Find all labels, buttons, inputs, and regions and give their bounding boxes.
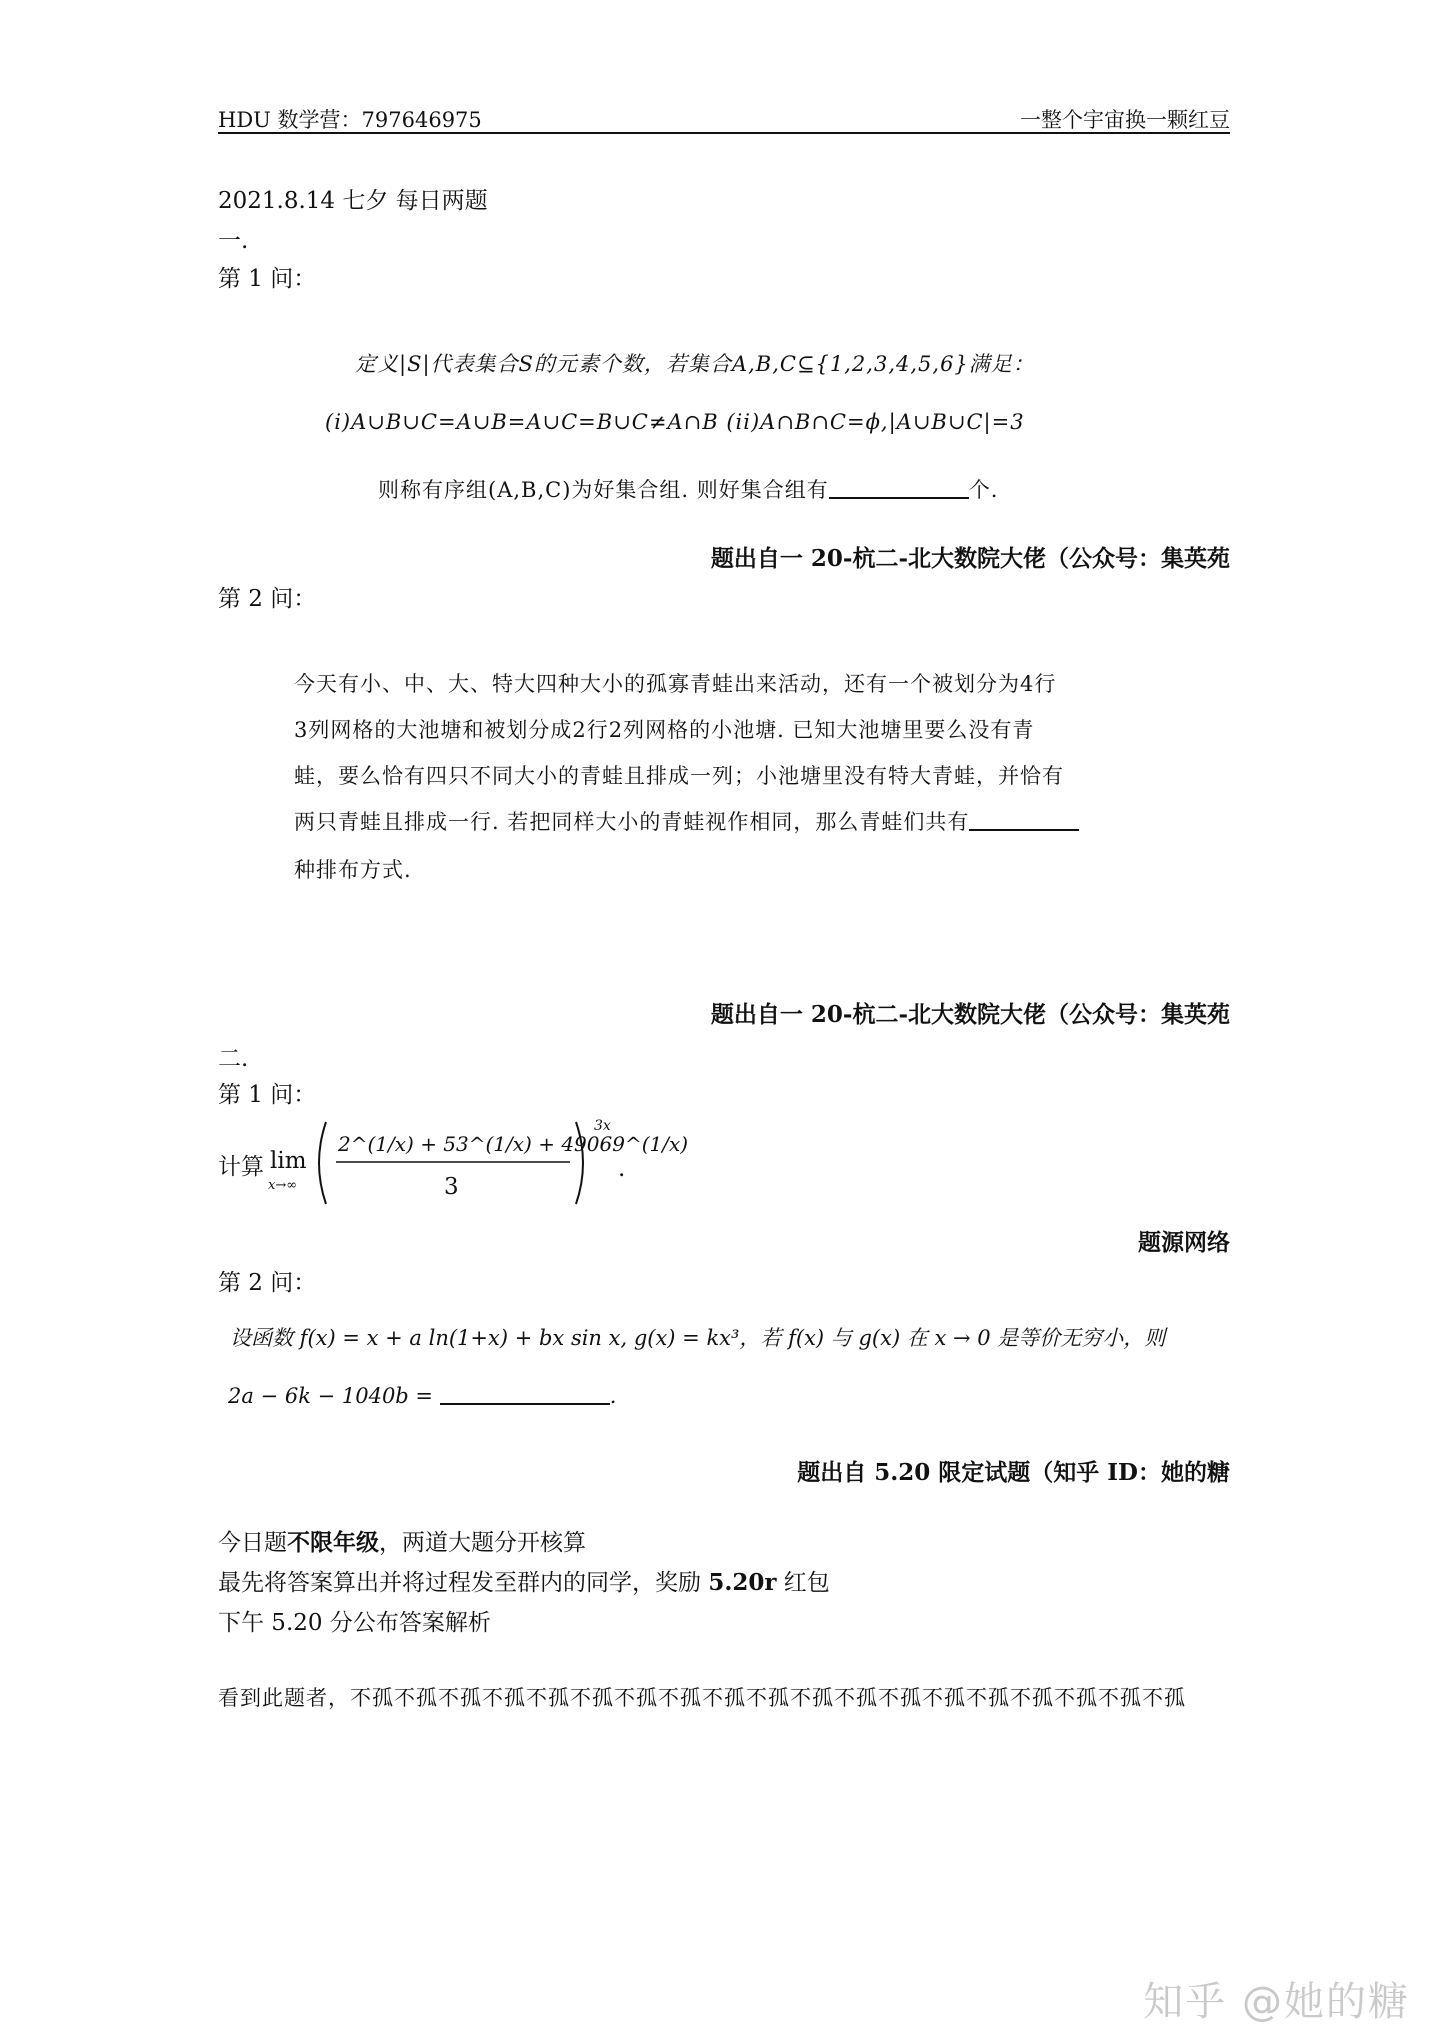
- s1-q2-last-line: 种排布方式.: [294, 858, 412, 882]
- answer-blank: [440, 1385, 610, 1405]
- section-one-label: 一.: [218, 228, 249, 254]
- s2-q1-source: 题源网络: [1138, 1229, 1230, 1256]
- note-line-4: 看到此题者，不孤不孤不孤不孤不孤不孤不孤不孤不孤不孤不孤不孤不孤不孤不孤不孤不孤不孤不孤: [218, 1686, 1186, 1710]
- s2-q2-line2-text: 2a − 6k − 1040b =: [228, 1384, 434, 1408]
- header-right: 一整个宇宙换一颗红豆: [1020, 108, 1230, 132]
- note-line-2: [218, 1564, 830, 1597]
- note-line-2-b: 5.20r: [708, 1569, 777, 1596]
- note-line-2-a: 最先将答案算出并将过程发至群内的同学，奖励: [218, 1570, 709, 1596]
- answer-blank: [829, 479, 969, 499]
- s1-q2-line3: 蛙，要么恰有四只不同大小的青蛙且排成一列；小池塘里没有特大青蛙，并恰有: [294, 764, 1064, 788]
- s1-q2-line4-text: 两只青蛙且排成一行. 若把同样大小的青蛙视作相同，那么青蛙们共有: [294, 810, 970, 834]
- s1-q2-line4: [294, 806, 1079, 836]
- fraction-denominator: 3: [444, 1174, 459, 1200]
- s1-q1-line2: (i)A∪B∪C=A∪B=A∪C=B∪C≠A∩B (ii)A∩B∩C=ϕ,|A∪B∪C|=3: [325, 410, 1025, 434]
- s1-q1-line3-pre: 则称有序组(A,B,C)为好集合组. 则好集合组有: [378, 478, 829, 502]
- lim-subscript: x→∞: [268, 1178, 298, 1193]
- limit-expression: [218, 1118, 689, 1208]
- s1-q1-label: 第 1 问：: [218, 266, 317, 292]
- section-two-label: 二.: [218, 1046, 249, 1072]
- note-line-1-c: ，两道大题分开核算: [379, 1530, 586, 1556]
- note-line-3: 下午 5.20 分公布答案解析: [218, 1610, 491, 1636]
- s1-q2-line1: 今天有小、中、大、特大四种大小的孤寡青蛙出来活动，还有一个被划分为4行: [294, 672, 1057, 696]
- header-left: HDU 数学营：797646975: [218, 108, 482, 132]
- s2-q1-label: 第 1 问：: [218, 1082, 317, 1108]
- s2-q2-label: 第 2 问：: [218, 1270, 317, 1296]
- left-paren: [319, 1122, 326, 1204]
- header-rule: [218, 132, 1230, 134]
- s1-q2-source: 题出自一 20-杭二-北大数院大佬（公众号：集英苑: [710, 1001, 1230, 1028]
- answer-blank: [969, 811, 1079, 831]
- s1-q1-line3-post: 个.: [968, 478, 999, 502]
- s1-q1-source: 题出自一 20-杭二-北大数院大佬（公众号：集英苑: [710, 545, 1230, 572]
- limit-exponent: 3x: [594, 1118, 611, 1134]
- note-line-1-a: 今日题: [218, 1530, 287, 1556]
- note-line-2-c: 红包: [776, 1570, 830, 1596]
- s1-q1-line3: [378, 474, 998, 504]
- s2-q2-line2: 2a − 6k − 1040b = .: [228, 1384, 617, 1408]
- note-line-1-b: 不限年级: [287, 1529, 379, 1556]
- fraction-numerator: 2^(1/x) + 53^(1/x) + 49069^(1/x): [338, 1132, 689, 1156]
- zhihu-watermark: 知乎 @她的糖: [1143, 1979, 1410, 2025]
- s1-q2-line2: 3列网格的大池塘和被划分成2行2列网格的小池塘. 已知大池塘里要么没有青: [294, 718, 1035, 742]
- lim-word: lim: [270, 1148, 307, 1174]
- date-line: 2021.8.14 七夕 每日两题: [218, 188, 488, 214]
- limit-prefix: 计算: [218, 1154, 264, 1180]
- s2-q2-source: 题出自 5.20 限定试题（知乎 ID：她的糖: [797, 1459, 1230, 1486]
- s1-q2-label: 第 2 问：: [218, 586, 317, 612]
- s1-q1-line1: 定义|S|代表集合S的元素个数，若集合A,B,C⊆{1,2,3,4,5,6}满足：: [355, 352, 1035, 376]
- limit-period: .: [618, 1156, 626, 1182]
- note-line-1: [218, 1524, 586, 1557]
- s2-q2-line1: 设函数 f(x) = x + a ln(1+x) + bx sin x, g(x) = kx³，若 f(x) 与 g(x) 在 x → 0 是等价无穷小，则: [230, 1326, 1166, 1350]
